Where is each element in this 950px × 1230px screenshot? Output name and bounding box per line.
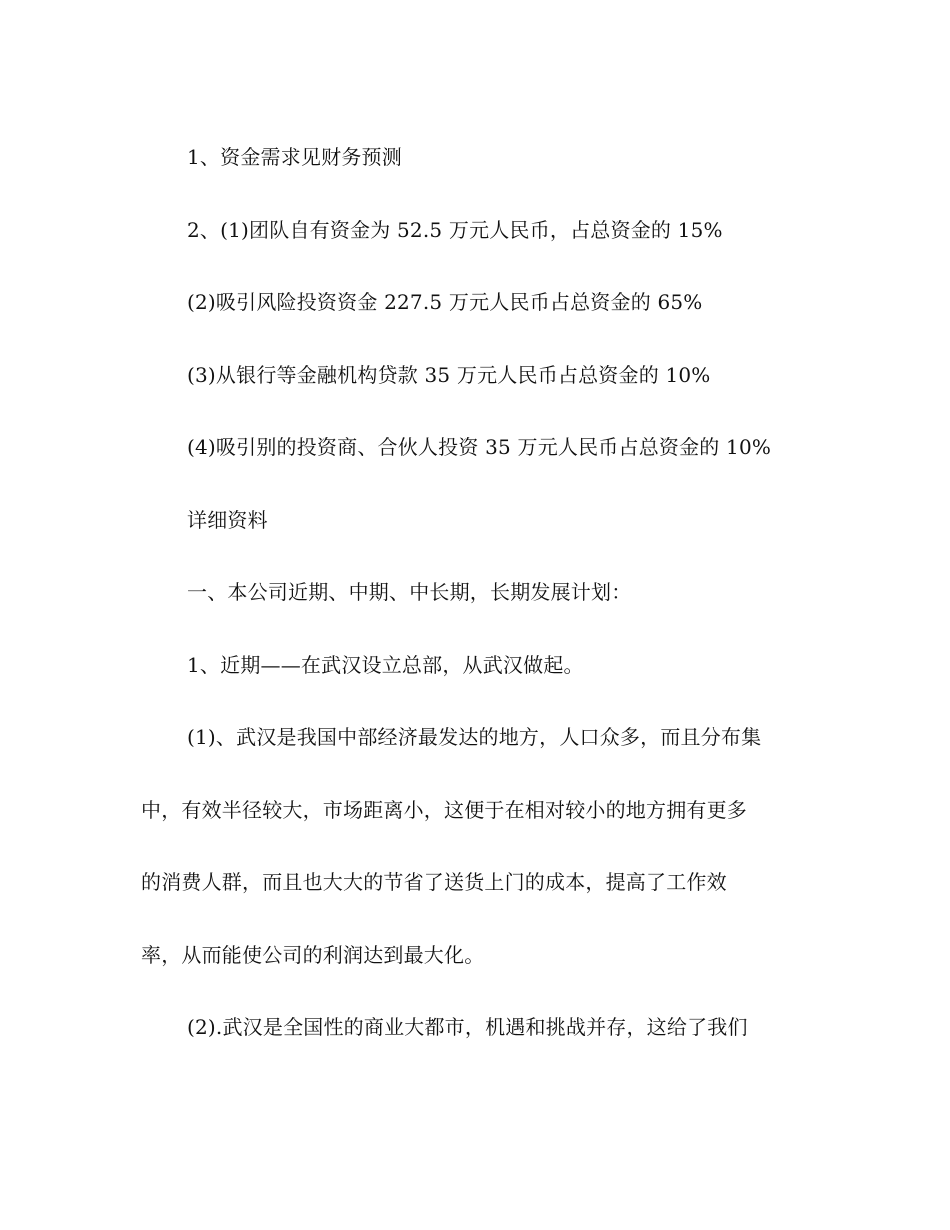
paragraph-wuhan-1-line-4: 率，从而能使公司的利润达到最大化。 — [141, 943, 485, 967]
paragraph-wuhan-1-line-2: 中，有效半径较大，市场距离小，这便于在相对较小的地方拥有更多 — [141, 798, 747, 822]
paragraph-wuhan-1-line-3: 的消费人群，而且也大大的节省了送货上门的成本，提高了工作效 — [141, 870, 727, 894]
details-heading: 详细资料 — [187, 508, 268, 532]
paragraph-wuhan-2-line-1: (2).武汉是全国性的商业大都市，机遇和挑战并存，这给了我们 — [187, 1015, 748, 1039]
development-plan-heading: 一、本公司近期、中期、中长期，长期发展计划： — [187, 580, 632, 604]
venture-capital-line: (2)吸引风险投资资金 227.5 万元人民币占总资金的 65% — [187, 290, 703, 314]
other-investors-line: (4)吸引别的投资商、合伙人投资 35 万元人民币占总资金的 10% — [187, 435, 772, 459]
funding-requirement-line: 1、资金需求见财务预测 — [187, 145, 402, 169]
bank-loan-line: (3)从银行等金融机构贷款 35 万元人民币占总资金的 10% — [187, 363, 711, 387]
team-own-funds-line: 2、(1)团队自有资金为 52.5 万元人民币，占总资金的 15% — [187, 218, 723, 242]
paragraph-wuhan-1-line-1: (1)、武汉是我国中部经济最发达的地方，人口众多，而且分布集 — [187, 725, 762, 749]
near-term-plan-line: 1、近期——在武汉设立总部，从武汉做起。 — [187, 653, 584, 677]
